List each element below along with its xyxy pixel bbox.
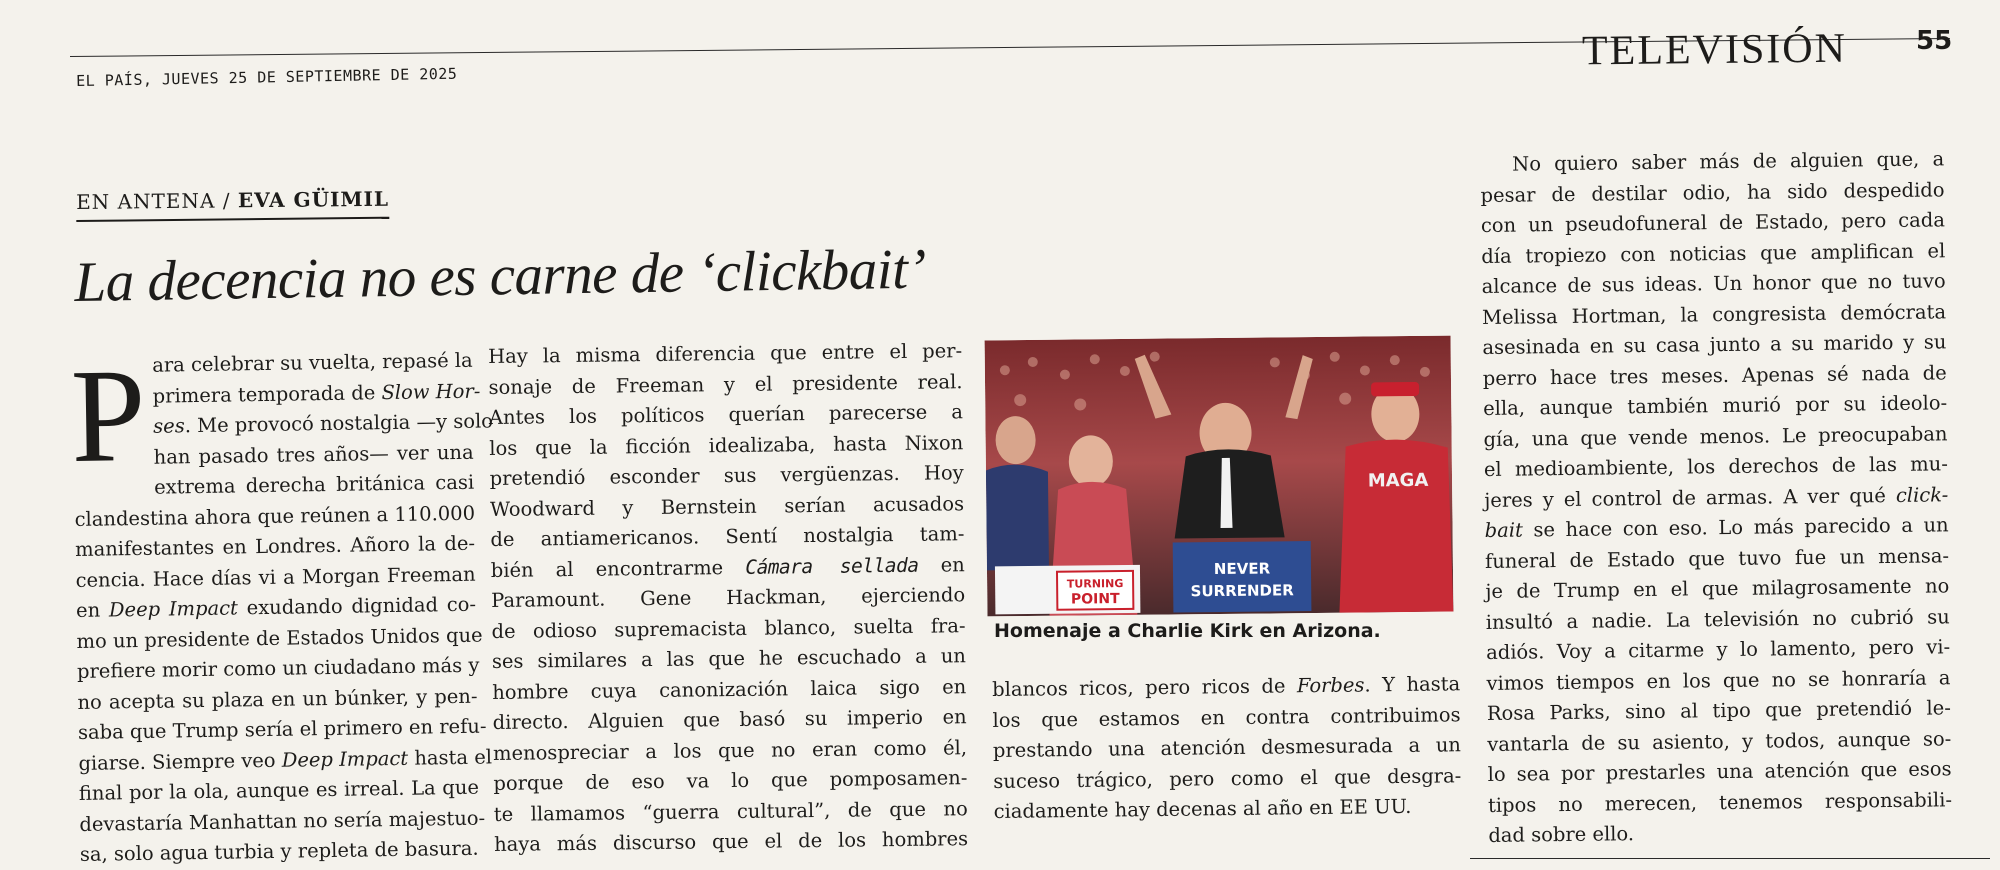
text-line: Antes los políticos querían parecerse a bbox=[488, 400, 964, 429]
text-line: ara celebrar su vuelta, repasé la bbox=[152, 348, 473, 377]
footer-rule bbox=[1470, 858, 1990, 859]
sign-text: NEVER bbox=[1213, 559, 1271, 579]
text-column-2 bbox=[488, 336, 968, 860]
text-line: día tropiezo con noticias que amplifican el bbox=[1481, 238, 1946, 268]
text-line: giarse. Siempre veo Deep Impact hasta el bbox=[78, 744, 493, 775]
text-line: han pasado tres años— ver una bbox=[153, 440, 474, 469]
headline: La decencia no es carne de ‘clickbait’ bbox=[74, 237, 927, 314]
page-number: 55 bbox=[1916, 26, 1953, 56]
text-line: prefiere morir como un ciudadano más y bbox=[76, 653, 480, 683]
text-line: haya más discurso que el de los hombres bbox=[493, 827, 969, 856]
sign-text: POINT bbox=[1070, 591, 1120, 608]
text-line: te llamamos “guerra cultural”, de que no bbox=[493, 796, 968, 826]
text-line: vimos tiempos en los que no se honraría a bbox=[1486, 665, 1951, 695]
text-line: bién al encontrarme Cámara sellada en bbox=[490, 552, 965, 582]
column-tag bbox=[76, 187, 389, 222]
text-line: los que la ficción idealizaba, hasta Nixon bbox=[489, 430, 964, 460]
text-line: je de Trump en el que milagrosamente no bbox=[1485, 574, 1950, 603]
text-line: directo. Alguien que basó su imperio en bbox=[492, 705, 967, 734]
text-line: insultó a nadie. La televisión no cubrió su bbox=[1485, 604, 1950, 634]
sign-text: SURRENDER bbox=[1190, 581, 1294, 601]
text-line: porque de eso va lo que pomposamen- bbox=[493, 766, 968, 795]
text-line: funeral de Estado que tuvo fue un mensa- bbox=[1484, 543, 1950, 573]
column-name: EN ANTENA bbox=[76, 188, 216, 214]
text-line: final por la ola, aunque es irreal. La que bbox=[78, 775, 480, 805]
photo-caption: Homenaje a Charlie Kirk en Arizona. bbox=[994, 620, 1381, 642]
text-line: pretendió esconder sus vergüenzas. Hoy bbox=[489, 461, 964, 490]
text-line: ses similares a las que he escuchado a un bbox=[491, 644, 967, 673]
text-line: de antiamericanos. Sentí nostalgia tam- bbox=[490, 522, 965, 551]
text-line: Woodward y Bernstein serían acusados bbox=[489, 491, 965, 521]
text-line: devastaría Manhattan no sería majestuo- bbox=[79, 806, 486, 836]
text-line: sa, solo agua turbia y repleta de basura. bbox=[79, 836, 479, 866]
dateline: EL PAÍS, JUEVES 25 DE SEPTIEMBRE DE 2025 bbox=[76, 64, 458, 90]
text-line: de odioso supremacista blanco, suelta fra- bbox=[491, 613, 966, 643]
shirt-text: MAGA bbox=[1367, 469, 1429, 492]
text-line: Hay la misma diferencia que entre el per- bbox=[488, 339, 963, 368]
text-line: bait se hace con eso. Lo más parecido a un bbox=[1484, 513, 1949, 542]
text-line: ses. Me provocó nostalgia —y solo bbox=[152, 409, 494, 438]
sign-left bbox=[995, 565, 1140, 615]
text-line: saba que Trump sería el primero en refu- bbox=[77, 714, 487, 744]
text-line: hombre cuya canonización laica sigo en bbox=[492, 674, 967, 704]
drop-cap: P bbox=[69, 340, 147, 491]
text-line: ciadamente hay decenas al año en EE UU. bbox=[993, 794, 1412, 823]
text-line: mo un presidente de Estados Unidos que bbox=[76, 623, 483, 653]
text-line: los que estamos en contra contribuimos bbox=[992, 702, 1461, 732]
text-line: suceso trágico, pero como el que desgra- bbox=[993, 763, 1462, 793]
text-line: alcance de sus ideas. Un honor que no tuvo bbox=[1481, 269, 1946, 298]
text-line: blancos ricos, pero ricos de Forbes. Y hasta bbox=[992, 672, 1461, 701]
text-line: Rosa Parks, sino al tipo que pretendió le- bbox=[1486, 696, 1951, 725]
sign-text: TURNING bbox=[1066, 577, 1124, 591]
text-line: extrema derecha británica casi bbox=[153, 470, 475, 499]
text-line: jeres y el control de armas. A ver qué click- bbox=[1484, 482, 1949, 512]
section-name: TELEVISIÓN bbox=[1581, 25, 1848, 75]
text-line: Melissa Hortman, la congresista demócrata bbox=[1481, 299, 1947, 329]
text-line: tipos no merecen, tenemos responsabili- bbox=[1487, 787, 1953, 817]
author-name: EVA GÜIMIL bbox=[237, 186, 390, 213]
text-line: prestando una atención desmesurada a un bbox=[992, 733, 1462, 762]
text-line: manifestantes en Londres. Añoro la de- bbox=[74, 531, 476, 561]
text-column-3 bbox=[992, 669, 1462, 827]
text-line: no acepta su plaza en un búnker, y pen- bbox=[77, 684, 478, 714]
text-line: perro hace tres meses. Apenas sé nada de bbox=[1482, 360, 1947, 390]
text-line: ella, aunque también murió por su ideolo- bbox=[1483, 391, 1948, 420]
text-line: cencia. Hace días vi a Morgan Freeman bbox=[75, 562, 476, 592]
text-line: asesinada en su casa junto a su marido y su bbox=[1482, 330, 1947, 359]
text-line: primera temporada de Slow Hor- bbox=[152, 379, 481, 408]
text-line: el medioambiente, los derechos de las mu- bbox=[1483, 452, 1949, 481]
text-column-4 bbox=[1480, 144, 1953, 851]
text-line: en Deep Impact exudando dignidad co- bbox=[75, 592, 477, 622]
text-line: pesar de destilar odio, ha sido despedido bbox=[1480, 177, 1945, 207]
text-line: gía, una que vende menos. Le preocupaban bbox=[1483, 421, 1948, 451]
tag-separator: / bbox=[222, 188, 231, 213]
text-line: menospreciar a los que no eran como él, bbox=[492, 735, 968, 765]
text-line: vantarla de su asiento, y todos, aunque so- bbox=[1487, 726, 1952, 756]
sign-right bbox=[1173, 541, 1312, 612]
rally-photo bbox=[985, 336, 1454, 617]
text-line: sonaje de Freeman y el presidente real. bbox=[488, 369, 963, 399]
text-line: No quiero saber más de alguien que, a bbox=[1512, 147, 1945, 176]
text-line: adiós. Voy a citarme y lo lamento, pero vi- bbox=[1485, 635, 1951, 664]
text-line: clandestina ahora que reúnen a 110.000 bbox=[74, 501, 476, 531]
text-line: Paramount. Gene Hackman, ejerciendo bbox=[491, 583, 966, 612]
text-line: con un pseudofuneral de Estado, pero cada bbox=[1480, 208, 1946, 237]
text-line: dad sobre ello. bbox=[1488, 822, 1635, 847]
text-line: lo sea por prestarles una atención que esos bbox=[1487, 757, 1952, 786]
text-column-1 bbox=[69, 340, 494, 870]
